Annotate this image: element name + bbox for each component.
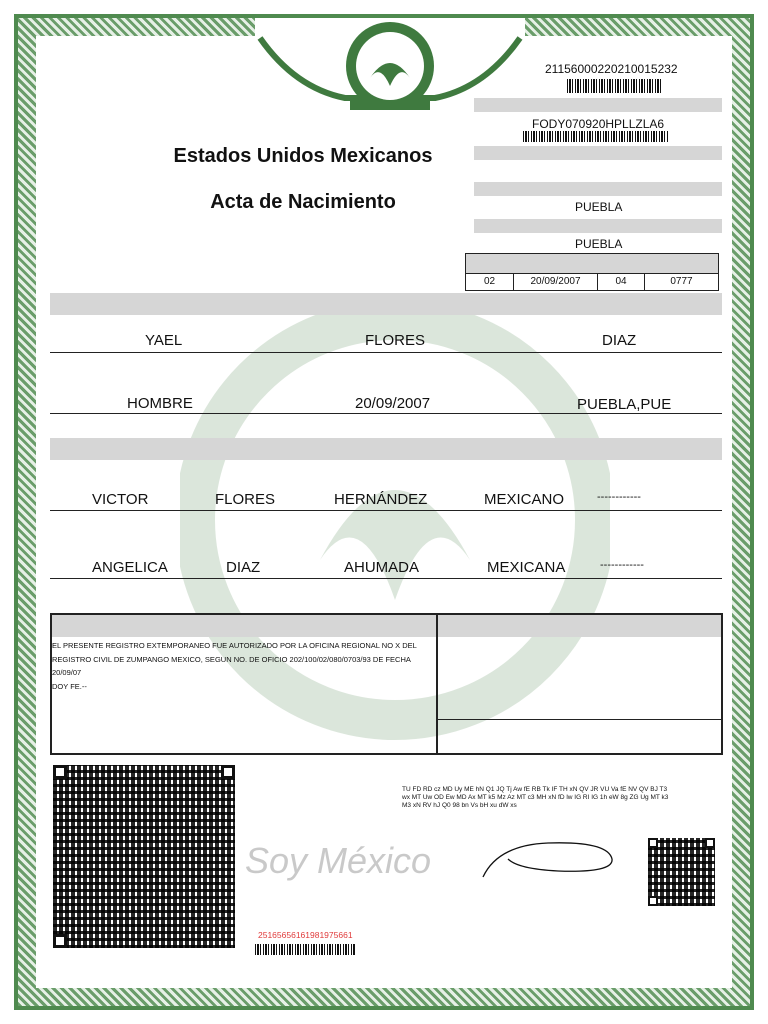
annotation-line: EL PRESENTE REGISTRO EXTEMPORANEO FUE AUTORIZADO POR LA OFICINA REGIONAL NO X DEL <box>52 641 417 650</box>
registrant-second-surname: DIAZ <box>602 332 637 349</box>
curp-text: FODY070920HPLLZLA6 <box>532 117 665 131</box>
record-cell: 02 <box>465 273 514 291</box>
record-cell: 0777 <box>644 273 719 291</box>
slogan-text: Soy México <box>245 840 432 881</box>
annotation-header-band <box>438 615 721 637</box>
divider <box>50 578 722 579</box>
annotation-line: REGISTRO CIVIL DE ZUMPANGO MEXICO, SEGUN NO. DE OFICIO 202/100/02/080/0703/93 DE FECHA <box>52 654 411 664</box>
divider <box>438 719 721 720</box>
registrant-first-surname: FLORES <box>365 332 426 349</box>
digital-chain: TU FD RD cz MD Uy ME hN Q1 JQ Tj Aw fE RB Tk IF TH xN QV JR VU Va fE NV QV BJ T3 wx MT Uw OD Ew MD Ax MT k5 Mz Az MT c3 MH xN fD lw IG RI IG 1h eW 8g ZG Ug MT k3 M3 xN RV hJ Q0 98 bn Vs bH xu dW xs <box>402 786 669 809</box>
header-band <box>474 182 722 196</box>
qr-code-small <box>648 838 715 906</box>
annotation-header-band <box>52 615 436 637</box>
annotation-line: DOY FE.-- <box>52 681 87 691</box>
mother-surname1: DIAZ <box>226 559 261 576</box>
annotation-text <box>52 639 436 693</box>
parents-section-band <box>50 438 722 460</box>
father-surname2: HERNÁNDEZ <box>334 491 428 508</box>
father-curp: ------------ <box>597 491 641 503</box>
header-band <box>474 219 722 233</box>
mother-nationality: MEXICANA <box>487 559 566 576</box>
signature <box>478 835 628 885</box>
serial-barcode <box>255 944 355 955</box>
registrant-sex: HOMBRE <box>127 395 193 412</box>
registrant-name: YAEL <box>145 332 183 349</box>
father-name: VICTOR <box>92 491 149 508</box>
municipality-text: PUEBLA <box>575 237 623 251</box>
header-band <box>474 98 722 112</box>
folio-barcode <box>567 79 663 93</box>
mother-name: ANGELICA <box>92 559 168 576</box>
registrant-birth-date: 20/09/2007 <box>355 395 431 412</box>
header-band <box>474 146 722 160</box>
father-surname1: FLORES <box>215 491 276 508</box>
curp-barcode <box>523 131 669 142</box>
folio-number: 21156000220210015232 <box>545 62 678 76</box>
father-nationality: MEXICANO <box>484 491 565 508</box>
record-cell: 20/09/2007 <box>513 273 598 291</box>
divider <box>50 413 722 414</box>
serial-number: 2516565616198197566​1 <box>258 930 353 940</box>
record-cell: 04 <box>597 273 645 291</box>
record-table-header <box>465 253 719 274</box>
entity-text: PUEBLA <box>575 200 623 214</box>
divider <box>50 352 722 353</box>
document-title: Acta de Nacimiento <box>210 191 396 213</box>
registrant-birth-place: PUEBLA,PUE <box>577 396 672 413</box>
annotation-line: 20/09/07 <box>52 668 82 677</box>
qr-code-large <box>53 765 235 948</box>
country-title: Estados Unidos Mexicanos <box>173 145 433 167</box>
mother-surname2: AHUMADA <box>344 559 420 576</box>
registrant-section-band <box>50 293 722 315</box>
mother-curp: ------------ <box>600 559 644 571</box>
divider <box>50 510 722 511</box>
